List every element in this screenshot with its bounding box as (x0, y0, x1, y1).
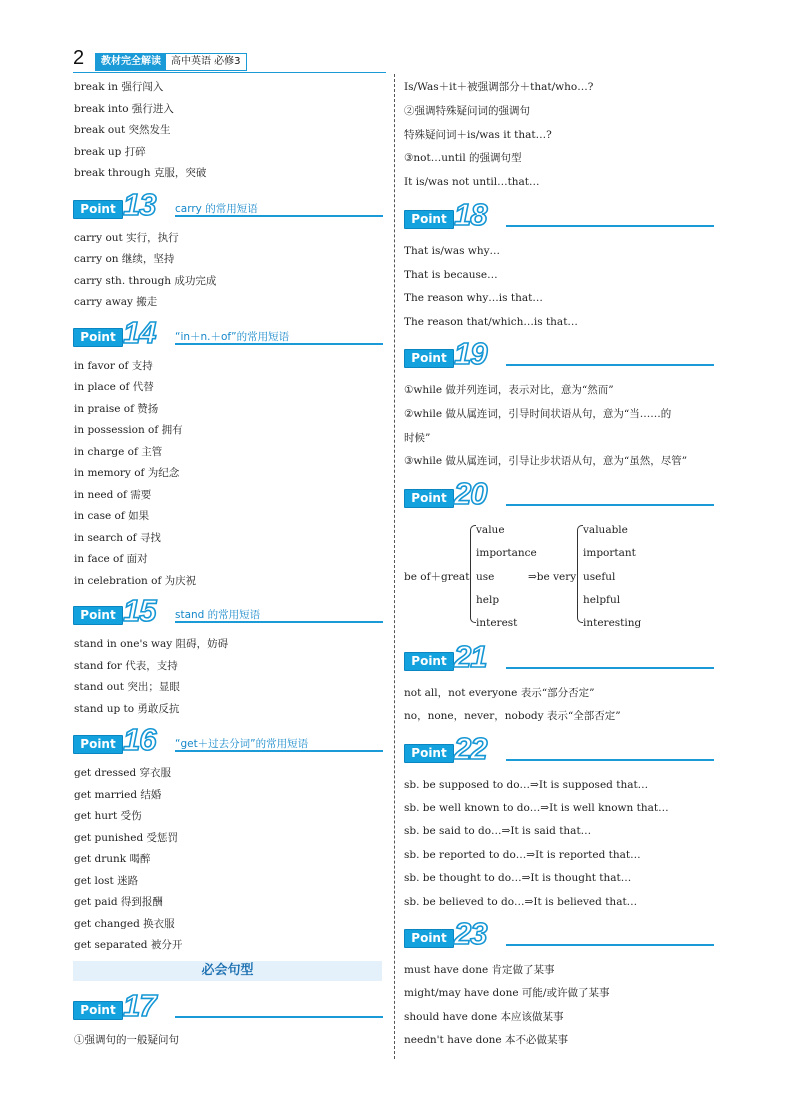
section-title: 必会句型 (201, 963, 254, 978)
page-number: 2 (73, 47, 85, 69)
column-divider (394, 74, 395, 1059)
point-number: 22 (454, 731, 487, 766)
phrase-line: break in 强行闯入 (74, 81, 164, 93)
point-badge: Point (404, 349, 454, 368)
phrase-line: get punished 受惩罚 (74, 832, 179, 844)
phrase-line: stand in one's way 阻碍，妨碍 (74, 638, 229, 650)
phrase-line: in place of 代替 (74, 381, 154, 393)
point-rule (175, 750, 383, 752)
phrase-line: in praise of 赞扬 (74, 403, 159, 415)
phrase-line: The reason that/which…is that… (404, 316, 578, 328)
phrase-line: get changed 换衣服 (74, 918, 175, 930)
phrase-line: ③while 做从属连词，引导让步状语从句，意为“虽然，尽管” (404, 455, 688, 467)
point-badge: Point (73, 606, 123, 625)
phrase-line: ①while 做并列连词，表示对比，意为“然而” (404, 384, 614, 396)
phrase-line: needn't have done 本不必做某事 (404, 1034, 568, 1046)
phrase-line: get hurt 受伤 (74, 810, 142, 822)
point-rule (175, 343, 383, 345)
phrase-line: stand out 突出；显眼 (74, 681, 180, 693)
point-rule (175, 1016, 383, 1018)
point-title: stand 的常用短语 (175, 609, 261, 621)
phrase-line: carry sth. through 成功完成 (74, 275, 217, 287)
phrase-line: must have done 肯定做了某事 (404, 964, 555, 976)
noun-item: importance (476, 547, 537, 559)
phrase-line: ②强调特殊疑问词的强调句 (404, 105, 530, 117)
point-number: 13 (123, 187, 156, 222)
point-badge: Point (404, 929, 454, 948)
section-bar (73, 961, 382, 981)
phrase-line: sb. be supposed to do…⇒It is supposed that… (404, 779, 649, 791)
phrase-line: get separated 被分开 (74, 939, 183, 951)
header-series: 教材完全解读 (96, 54, 166, 70)
noun-item: use (476, 571, 495, 583)
phrase-line: in favor of 支持 (74, 360, 153, 372)
point-title: carry 的常用短语 (175, 203, 258, 215)
point-badge: Point (404, 744, 454, 763)
point-rule (506, 759, 714, 761)
phrase-line: carry away 搬走 (74, 296, 158, 308)
point-rule (506, 225, 714, 227)
point-16-heading (73, 722, 383, 757)
point-number: 14 (123, 315, 156, 350)
phrase-line: get dressed 穿衣服 (74, 767, 171, 779)
noun-item: value (476, 524, 505, 536)
point-badge: Point (404, 652, 454, 671)
point-14-heading (73, 315, 383, 350)
point-title: “get＋过去分词”的常用短语 (175, 738, 309, 750)
phrase-line: get paid 得到报酬 (74, 896, 163, 908)
point-15-heading (73, 593, 383, 628)
point-number: 16 (123, 722, 156, 757)
phrase-line: should have done 本应该做某事 (404, 1011, 564, 1023)
point-rule (175, 215, 383, 217)
point-18-heading (404, 197, 714, 232)
point-21-heading (404, 639, 714, 674)
phrase-line: The reason why…is that… (404, 292, 543, 304)
phrase-line: break up 打碎 (74, 146, 146, 158)
phrase-line: sb. be believed to do…⇒It is believed that… (404, 896, 638, 908)
phrase-line: carry out 实行，执行 (74, 232, 179, 244)
diagram-prefix: be of＋great (404, 571, 470, 583)
point-badge: Point (73, 735, 123, 754)
phrase-line: sb. be thought to do…⇒It is thought that… (404, 872, 632, 884)
phrase-line: in need of 需要 (74, 489, 152, 501)
point-rule (506, 364, 714, 366)
point-20-heading (404, 476, 714, 511)
point-number: 20 (454, 476, 487, 511)
point-title: “in＋n.＋of”的常用短语 (175, 331, 290, 343)
phrase-line: in celebration of 为庆祝 (74, 575, 197, 587)
phrase-line: 特殊疑问词＋is/was it that…? (404, 129, 552, 141)
phrase-line: might/may have done 可能/或许做了某事 (404, 987, 610, 999)
adjective-item: interesting (583, 617, 642, 629)
phrase-line: in possession of 拥有 (74, 424, 183, 436)
point-22-heading (404, 731, 714, 766)
phrase-line: no，none，never，nobody 表示“全部否定” (404, 710, 621, 722)
point-badge: Point (73, 200, 123, 219)
point-13-heading (73, 187, 383, 222)
phrase-line: in case of 如果 (74, 510, 150, 522)
point-badge: Point (404, 489, 454, 508)
phrase-line: get drunk 喝醉 (74, 853, 151, 865)
phrase-line: carry on 继续，坚持 (74, 253, 175, 265)
phrase-line: in face of 面对 (74, 553, 148, 565)
header-book: 高中英语 必修3 (166, 54, 246, 70)
phrase-line: That is because… (404, 269, 498, 281)
point-number: 21 (454, 639, 487, 674)
phrase-line: in memory of 为纪念 (74, 467, 180, 479)
phrase-line: It is/was not until…that… (404, 176, 540, 188)
phrase-line: sb. be reported to do…⇒It is reported that… (404, 849, 641, 861)
phrase-line: get married 结婚 (74, 789, 162, 801)
phrase-line: break out 突然发生 (74, 124, 171, 136)
point-rule (506, 504, 714, 506)
point-badge: Point (404, 210, 454, 229)
adjective-item: helpful (583, 594, 621, 606)
phrase-line: sb. be said to do…⇒It is said that… (404, 825, 592, 837)
point-rule (506, 944, 714, 946)
phrase-line: in charge of 主管 (74, 446, 163, 458)
adjective-item: useful (583, 571, 616, 583)
phrase-line: ③not…until 的强调句型 (404, 152, 522, 164)
phrase-line: break into 强行进入 (74, 103, 174, 115)
diagram-middle: ⇒be very (528, 571, 577, 583)
phrase-line: get lost 迷路 (74, 875, 139, 887)
phrase-line: That is/was why… (404, 245, 501, 257)
phrase-line: 时候” (404, 432, 431, 444)
point-19-heading (404, 336, 714, 371)
point-number: 23 (454, 916, 487, 951)
noun-item: help (476, 594, 500, 606)
phrase-line: Is/Was＋it＋被强调部分＋that/who…? (404, 81, 594, 93)
adjective-item: important (583, 547, 636, 559)
phrase-line: stand up to 勇敢反抗 (74, 703, 180, 715)
header-badge (95, 53, 247, 71)
phrase-line: stand for 代表，支持 (74, 660, 178, 672)
point-rule (506, 667, 714, 669)
page-header (73, 47, 393, 69)
point-number: 17 (123, 988, 156, 1023)
adjective-item: valuable (583, 524, 628, 536)
phrase-line: break through 克服，突破 (74, 167, 207, 179)
point-number: 15 (123, 593, 156, 628)
point-23-heading (404, 916, 714, 951)
phrase-line: ①强调句的一般疑问句 (74, 1034, 179, 1046)
header-rule (73, 72, 386, 73)
noun-item: interest (476, 617, 518, 629)
point-badge: Point (73, 1001, 123, 1020)
phrase-line: ②while 做从属连词，引导时间状语从句，意为“当……的 (404, 408, 672, 420)
phrase-line: sb. be well known to do…⇒It is well known that… (404, 802, 669, 814)
point-badge: Point (73, 328, 123, 347)
point-rule (175, 621, 383, 623)
point-number: 18 (454, 197, 487, 232)
phrase-line: not all，not everyone 表示“部分否定” (404, 687, 595, 699)
word-formation-diagram (404, 523, 704, 633)
point-number: 19 (454, 336, 487, 371)
phrase-line: in search of 寻找 (74, 532, 161, 544)
point-17-heading (73, 988, 383, 1023)
